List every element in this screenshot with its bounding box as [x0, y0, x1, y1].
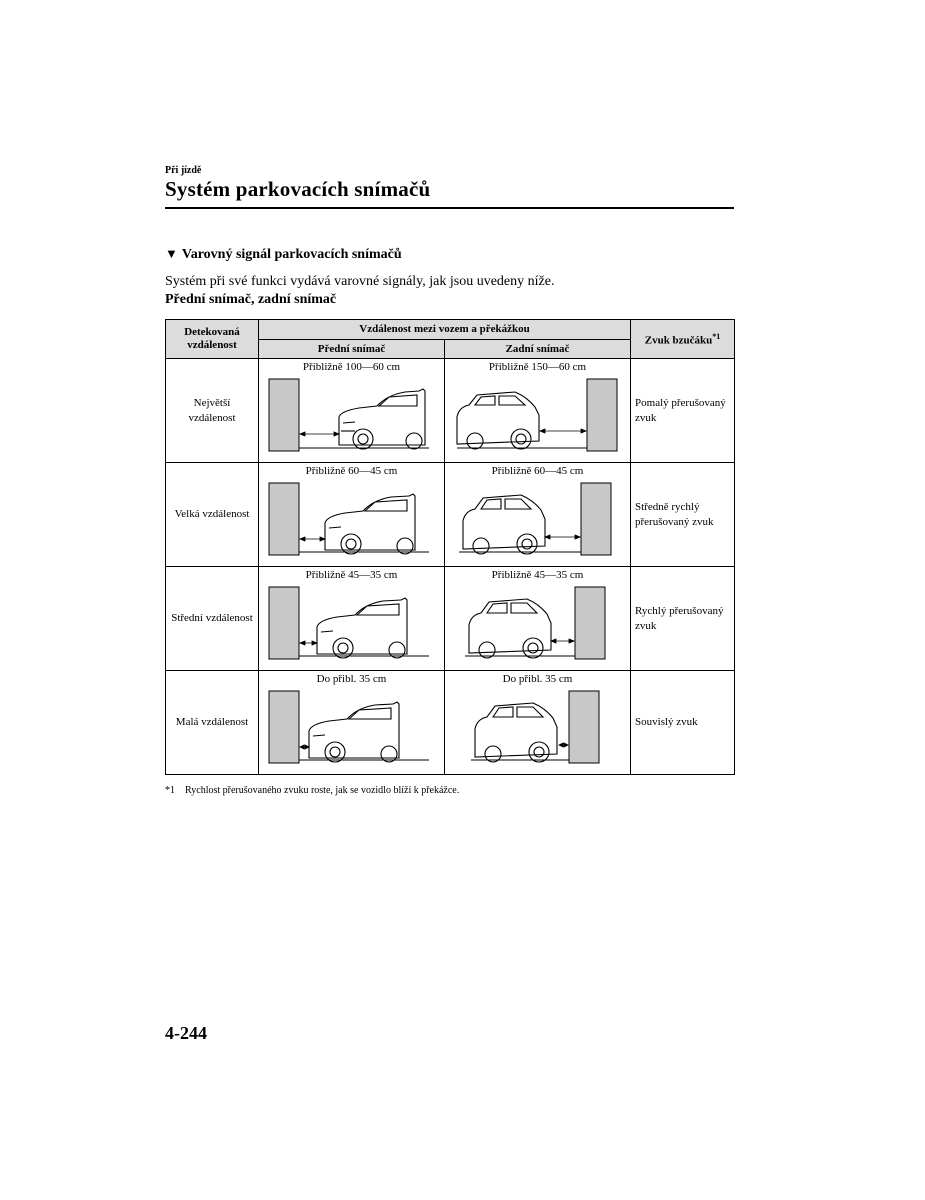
page-title: Systém parkovacích snímačů — [165, 177, 431, 201]
distance-arrow — [545, 535, 580, 539]
subheading — [165, 246, 402, 263]
front-diagram-cell — [259, 463, 445, 567]
obstacle-wall — [269, 379, 299, 451]
table-row — [166, 567, 735, 671]
header-distance: Vzdálenost mezi vozem a překážkou — [259, 320, 631, 340]
front-sensor-diagram — [259, 671, 445, 774]
distance-arrow — [540, 429, 586, 433]
obstacle-wall — [569, 691, 599, 763]
obstacle-wall — [269, 691, 299, 763]
level-cell: Střední vzdálenost — [166, 567, 259, 671]
distance-arrow — [300, 537, 325, 541]
rear-diagram-cell — [445, 671, 631, 775]
obstacle-wall — [587, 379, 617, 451]
car-rear-facing-right — [475, 703, 557, 762]
footnote-mark: *1 — [165, 785, 175, 796]
sound-cell: Pomalý přerušovaný zvuk — [631, 359, 735, 463]
front-sensor-diagram — [259, 567, 445, 670]
rear-diagram-cell — [445, 359, 631, 463]
header-rear-sensor: Zadní snímač — [445, 340, 631, 359]
distance-arrow — [300, 745, 309, 749]
front-distance-label: Do přibl. 35 cm — [316, 673, 387, 685]
front-diagram-cell — [259, 567, 445, 671]
rear-sensor-diagram — [445, 567, 631, 670]
header-front-sensor: Přední snímač — [259, 340, 445, 359]
front-distance-label: Přibližně 60—45 cm — [305, 465, 398, 477]
header-buzzer — [631, 320, 735, 359]
footnote-text: Rychlost přerušovaného zvuku roste, jak se vozidlo blíží k překážce. — [185, 785, 460, 796]
obstacle-wall — [575, 587, 605, 659]
rear-sensor-diagram — [445, 359, 631, 462]
distance-arrow — [551, 639, 574, 643]
footnote — [165, 785, 459, 796]
title-divider — [165, 207, 734, 209]
header-buzzer-label: Zvuk bzučáku — [644, 334, 713, 347]
level-cell: Malá vzdálenost — [166, 671, 259, 775]
car-rear-facing-right — [463, 495, 545, 554]
header-buzzer-note: *1 — [712, 332, 721, 342]
table-row — [166, 671, 735, 775]
table-caption: Přední snímač, zadní snímač — [165, 292, 337, 307]
sound-cell: Středně rychlý přerušovaný zvuk — [631, 463, 735, 567]
rear-diagram-cell — [445, 567, 631, 671]
front-distance-label: Přibližně 100—60 cm — [302, 361, 401, 373]
header-detected-distance: Detekovaná vzdálenost — [166, 320, 259, 359]
subheading-text: Varovný signál parkovacích snímačů — [181, 247, 402, 262]
sound-cell: Rychlý přerušovaný zvuk — [631, 567, 735, 671]
distance-arrow — [300, 641, 317, 645]
page-number: 4-244 — [165, 1023, 207, 1043]
distance-arrow — [559, 743, 568, 747]
triangle-down-icon: ▼ — [165, 246, 178, 261]
rear-distance-label: Do přibl. 35 cm — [502, 673, 573, 685]
level-cell: Největší vzdálenost — [166, 359, 259, 463]
car-rear-facing-right — [469, 599, 551, 658]
front-distance-label: Přibližně 45—35 cm — [305, 569, 398, 581]
rear-distance-label: Přibližně 60—45 cm — [491, 465, 584, 477]
level-cell: Velká vzdálenost — [166, 463, 259, 567]
car-front-facing-left — [309, 702, 399, 762]
section-label: Při jízdě — [165, 165, 202, 176]
rear-distance-label: Přibližně 45—35 cm — [491, 569, 584, 581]
intro-text: Systém při své funkci vydává varovné signály, jak jsou uvedeny níže. — [165, 274, 555, 289]
sound-cell: Souvislý zvuk — [631, 671, 735, 775]
sensor-table — [165, 319, 735, 775]
car-rear-facing-right — [457, 392, 539, 449]
front-diagram-cell — [259, 359, 445, 463]
obstacle-wall — [269, 483, 299, 555]
car-front-facing-left — [325, 494, 415, 554]
rear-sensor-diagram — [445, 463, 631, 566]
obstacle-wall — [581, 483, 611, 555]
obstacle-wall — [269, 587, 299, 659]
car-front-facing-left — [339, 389, 425, 449]
table-row — [166, 359, 735, 463]
front-sensor-diagram — [259, 359, 445, 462]
car-front-facing-left — [317, 598, 407, 658]
rear-sensor-diagram — [445, 671, 631, 774]
table-row — [166, 463, 735, 567]
front-diagram-cell — [259, 671, 445, 775]
front-sensor-diagram — [259, 463, 445, 566]
rear-diagram-cell — [445, 463, 631, 567]
distance-arrow — [300, 432, 339, 436]
rear-distance-label: Přibližně 150—60 cm — [488, 361, 587, 373]
